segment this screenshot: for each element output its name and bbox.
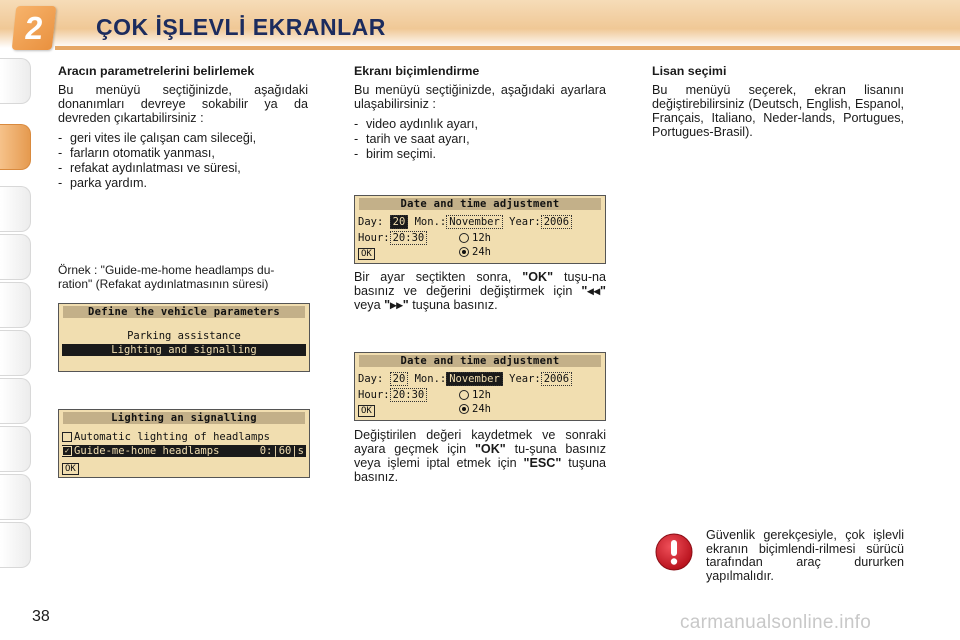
list-item: - farların otomatik yanması, [58, 146, 308, 161]
day-label: Day: [358, 216, 384, 228]
lcd-lighting-signalling [58, 409, 310, 478]
side-tab-1[interactable] [0, 58, 31, 104]
list-item: - video aydınlık ayarı, [354, 117, 606, 132]
lcd-date-time-2 [354, 352, 606, 421]
list-item: - birim seçimi. [354, 147, 606, 162]
side-tab-8[interactable] [0, 426, 31, 472]
side-tabs [0, 58, 36, 578]
month-label: Mon.: [414, 216, 447, 228]
side-tab-10[interactable] [0, 522, 31, 568]
lcd-ok-button[interactable]: OK [358, 248, 375, 260]
radio-selected-icon[interactable] [459, 247, 469, 257]
caption-select-setting: Bir ayar seçtikten sonra, "OK" tuşu-na basınız ve değerini değiştirmek için "◂◂" veya "▸▸" tuşuna basınız. [354, 270, 607, 312]
page-title: ÇOK İŞLEVLİ EKRANLAR [96, 14, 386, 40]
duration-value[interactable]: 0:|60|s [259, 445, 304, 457]
lcd-12h-option[interactable]: 12h [459, 232, 491, 244]
watermark: carmanualsonline.info [680, 612, 872, 633]
column-vehicle-parameters [58, 64, 308, 191]
column-display-format [354, 64, 606, 162]
section-heading-vehicle: Aracın parametrelerini belirlemek [58, 64, 255, 78]
side-tab-9[interactable] [0, 474, 31, 520]
year-field[interactable]: 2006 [541, 215, 572, 229]
lcd-24h-option[interactable]: 24h [459, 403, 491, 415]
list-item: - parka yardım. [58, 176, 308, 191]
vehicle-intro: Bu menüyü seçtiğinizde, aşağıdaki donanımları devreye sokabilir ya da devreden çıkartabilirsiniz : [58, 83, 308, 125]
side-tab-7[interactable] [0, 378, 31, 424]
lcd-hour-row [358, 232, 427, 244]
lcd-title: Date and time adjustment [359, 355, 601, 367]
lcd-date-row [358, 373, 572, 385]
section-heading-display: Ekranı biçimlendirme [354, 64, 480, 78]
lcd-vehicle-parameters [58, 303, 310, 372]
chapter-number: 2 [23, 9, 45, 46]
example-caption: Örnek : "Guide-me-home headlamps du-ration" (Refakat aydınlatmasının süresi) [58, 263, 275, 291]
header-rule [55, 46, 960, 50]
column-language [652, 64, 904, 139]
hour-field[interactable]: 20:30 [390, 231, 428, 245]
ok-key-label: "OK" [522, 270, 554, 284]
lcd-ok-button[interactable]: OK [62, 463, 79, 475]
radio-icon[interactable] [459, 390, 469, 400]
ok-key-label: "OK" [474, 442, 506, 456]
list-item: - refakat aydınlatması ve süresi, [58, 161, 308, 176]
side-tab-5[interactable] [0, 282, 31, 328]
day-field[interactable]: 20 [390, 372, 409, 386]
display-intro: Bu menüyü seçtiğinizde, aşağıdaki ayarlara ulaşabilirsiniz : [354, 83, 606, 111]
year-label: Year: [509, 216, 541, 228]
checkbox-icon[interactable] [62, 432, 72, 442]
side-tab-2-active[interactable] [0, 124, 31, 170]
lcd-menu-item-parking[interactable]: Parking assistance [127, 330, 241, 342]
list-item: - geri vites ile çalışan cam sileceği, [58, 131, 308, 146]
day-field-selected[interactable]: 20 [390, 215, 409, 229]
lcd-hour-row [358, 389, 427, 401]
year-field[interactable]: 2006 [541, 372, 572, 386]
warning-text: Güvenlik gerekçesiyle, çok işlevli ekranın biçimlendi-rilmesi sürücü tarafından araç dururken yapılmalıdır. [706, 528, 904, 583]
year-label: Year: [509, 373, 541, 385]
display-list [354, 117, 606, 162]
caption-save-setting: Değiştirilen değeri kaydetmek ve sonraki ayara geçmek için "OK" tu-şuna basınız veya işlemi iptal etmek için "ESC" tuşuna basınız. [354, 428, 607, 484]
hour-field[interactable]: 20:30 [390, 388, 428, 402]
lcd-12h-option[interactable]: 12h [459, 389, 491, 401]
lcd-title: Lighting an signalling [63, 412, 305, 424]
side-tab-6[interactable] [0, 330, 31, 376]
lcd-title: Define the vehicle parameters [63, 306, 305, 318]
esc-key-label: "ESC" [523, 456, 562, 470]
day-label: Day: [358, 373, 384, 385]
rewind-key-label: "◂◂" [581, 284, 607, 298]
option-label: Automatic lighting of headlamps [74, 431, 270, 443]
list-item: - tarih ve saat ayarı, [354, 132, 606, 147]
lcd-24h-option[interactable]: 24h [459, 246, 491, 258]
exclamation-icon [655, 533, 693, 571]
checkbox-checked-icon[interactable]: ✓ [62, 446, 72, 456]
vehicle-list [58, 131, 308, 191]
lcd-menu-item-lighting-selected[interactable]: Lighting and signalling [62, 344, 306, 356]
lcd-option-auto-lighting[interactable] [62, 431, 270, 443]
option-label: Guide-me-home headlamps [74, 445, 220, 457]
language-text: Bu menüyü seçerek, ekran lisanını değiştirebilirsiniz (Deutsch, English, Espanol, Français, Italiano, Neder-lands, Portugues, Portugues-Brasil). [652, 83, 904, 139]
page-number: 38 [32, 608, 50, 625]
lcd-date-row [358, 216, 572, 228]
lcd-ok-button[interactable]: OK [358, 405, 375, 417]
month-label: Mon.: [414, 373, 447, 385]
lcd-option-guide-me-home-selected[interactable] [62, 445, 306, 457]
lcd-title: Date and time adjustment [359, 198, 601, 210]
lcd-date-time-1 [354, 195, 606, 264]
radio-icon[interactable] [459, 233, 469, 243]
side-tab-4[interactable] [0, 234, 31, 280]
side-tab-3[interactable] [0, 186, 31, 232]
chapter-badge [12, 6, 57, 50]
month-field-selected[interactable]: November [446, 372, 503, 386]
month-field[interactable]: November [446, 215, 503, 229]
radio-selected-icon[interactable] [459, 404, 469, 414]
hour-label: Hour: [358, 389, 390, 401]
forward-key-label: "▸▸" [384, 298, 409, 312]
section-heading-language: Lisan seçimi [652, 64, 727, 78]
hour-label: Hour: [358, 232, 390, 244]
